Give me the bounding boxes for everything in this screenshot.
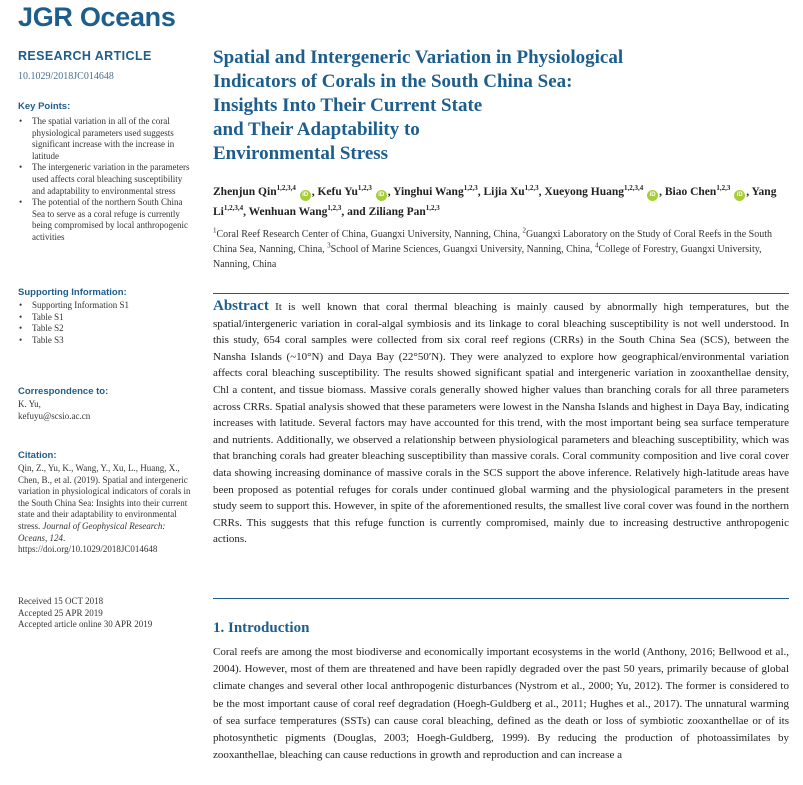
key-points-list <box>18 116 196 244</box>
correspondence-email[interactable]: kefuyu@scsio.ac.cn <box>18 410 91 421</box>
author-separator: , <box>746 186 752 198</box>
article-type: RESEARCH ARTICLE <box>18 49 152 63</box>
orcid-icon[interactable]: iD <box>734 190 745 201</box>
author-name: Lijia Xu <box>483 186 525 198</box>
author-separator: , <box>243 206 249 218</box>
supporting-info-heading: Supporting Information: <box>18 287 127 298</box>
author-affiliation-number: 1,2,3 <box>716 184 731 193</box>
abstract-bottom-rule <box>213 598 789 599</box>
dates <box>18 596 196 631</box>
introduction-text: Coral reefs are among the most biodiverse and economically important ecosystems in the world (Anthony, 2016; Bellwood et al., 2004). However, most of them are threatened and have been rapidly degraded over the past 50 years, primarily because of global climate changes and several other local anthropogenic disturbances (Nystrom et al., 2000; Yu, 2012). The former is considered to be the most important cause of coral reef degradation (Hoegh-Guldberg et al., 2011; Hughes et al., 2017). The unnatural warming of sea surface temperatures (SSTs) can cause coral bleaching, defined as the death or loss of symbiotic zooxanthellae or of its photosynthetic pigments (Douglas, 2003; Hoegh-Guldberg, 1999). By reducing the production of photoassimilates by zooxanthellae, bleaching can cause reductions in growth and reproduction and can increase a <box>213 646 789 762</box>
author-affiliation-number: 1,2,3 <box>463 184 478 193</box>
affiliation-text: Coral Reef Research Center of China, Guangxi University, Nanning, China, <box>216 229 523 240</box>
author-affiliation-number: 1,2,3 <box>327 204 342 213</box>
supporting-info <box>18 300 196 346</box>
affiliation-number: 2 <box>522 226 526 235</box>
affiliation-text: Guangxi Laboratory on the Study of Coral Reefs in the South China Sea, Nanning, China, <box>213 229 773 255</box>
affiliation-text: College of Forestry, Guangxi University, Nanning, China <box>213 244 762 270</box>
affiliations <box>213 227 789 272</box>
author-affiliation-number: 1,2,3 <box>524 184 539 193</box>
orcid-icon[interactable]: iD <box>647 190 658 201</box>
author-affiliation-number: 1,2,3,4 <box>276 184 296 193</box>
author-name: Kefu Yu <box>317 186 358 198</box>
journal-logo: JGR Oceans <box>18 2 176 32</box>
title-line: Spatial and Intergeneric Variation in Physiological <box>213 47 624 68</box>
title-line: Environmental Stress <box>213 143 389 164</box>
affiliation-number: 4 <box>594 241 599 250</box>
citation <box>18 463 196 556</box>
supporting-info-item[interactable]: • Table S3 <box>18 335 196 347</box>
correspondence-heading: Correspondence to: <box>18 386 109 397</box>
introduction-heading: 1. Introduction <box>213 620 310 636</box>
author-list <box>213 182 789 222</box>
abstract <box>213 298 789 548</box>
key-points-heading: Key Points: <box>18 101 71 112</box>
author-affiliation-number: 1,2,3,4 <box>623 184 644 193</box>
key-point-item: • The intergeneric variation in the parameters used affects coral bleaching susceptibility and adaptability to environmental stress <box>18 162 196 197</box>
affiliation-number: 1 <box>213 226 217 235</box>
author-affiliation-number: 1,2,3 <box>425 204 440 213</box>
author-separator: , <box>477 186 484 198</box>
orcid-icon[interactable]: iD <box>376 190 387 201</box>
author-affiliation-number: 1,2,3 <box>357 184 372 193</box>
author-name: Wenhuan Wang <box>248 206 328 218</box>
abstract-text: It is well known that coral thermal bleaching is mainly caused by abnormally high temperatures, but the spatial/intergeneric variation in coral-algal symbiosis and its linkage to coral bleaching susceptibility is not well understood. In this study, 654 coral samples were collected from six coral reef regions (CRRs) in the South China Sea (SCS), between the Nansha Islands (~10°N) and Daya Bay (22°50′N). They were analyzed to explore how geographical/environmental variation affects coral bleaching susceptibility. The results showed significant spatial and intergeneric variation in zooxanthellae density, Chl a content, and tissue biomass. Massive corals generally showed higher values than branching corals for all three parameters across CRRs. Spatial analysis showed that these parameters were lowest in the Nansha Islands and highest in Daya Bay, indicating increases with latitude. Several factors may have accounted for this trend, with the most important being sea surface temperature and nutrients. Additionally, we observed a relationship between physiological parameters and bleaching susceptibility, which was that branching corals had greater bleaching susceptibility than massive corals. Coral community composition and live coral cover data showing increasing dominance of massive corals in the SCS support the above inference. Relatively high-latitude areas have been proposed as potential refuges for corals under continued global warming and the physiological parameters in the present study seem to support this. However, in spite of the aforementioned results, the smallest live coral cover was found in the northern CRRs. This suggests that this refuge function is currently compromised, mainly due to increasing destructive anthropogenic actions. <box>213 301 790 546</box>
supporting-info-item[interactable]: • Supporting Information S1 <box>18 300 196 312</box>
citation-heading: Citation: <box>18 450 57 461</box>
correspondence-name: K. Yu, <box>18 399 41 409</box>
author-name: Zhenjun Qin <box>213 186 277 198</box>
author-separator: , <box>387 186 394 198</box>
author-name: Xueyong Huang <box>544 186 624 198</box>
author-separator: , <box>311 186 318 198</box>
correspondence <box>18 399 196 422</box>
supporting-info-list <box>18 300 196 346</box>
received-date: Received 15 OCT 2018 <box>18 596 104 606</box>
abstract-top-rule <box>213 293 789 294</box>
author-name: Biao Chen <box>664 186 717 198</box>
author-name: Ziliang Pan <box>368 206 426 218</box>
citation-text: Qin, Z., Yu, K., Wang, Y., Xu, L., Huang, X., Chen, B., et al. (2019). Spatial and intergeneric variation in physiological indicators of corals in the South China Sea: Insights into their current state and their adaptability to environmental stress. <box>18 463 191 531</box>
title-line: Indicators of Corals in the South China Sea: <box>213 71 573 92</box>
orcid-icon[interactable]: iD <box>300 190 311 201</box>
key-point-item: • The potential of the northern South China Sea to serve as a coral refuge is currently being compromised by local anthropogenic activities <box>18 197 196 243</box>
introduction-body <box>213 644 789 764</box>
supporting-info-item[interactable]: • Table S1 <box>18 312 196 324</box>
affiliation-number: 3 <box>327 241 331 250</box>
author-name: Yinghui Wang <box>393 186 464 198</box>
supporting-info-item[interactable]: • Table S2 <box>18 323 196 335</box>
author-separator: , and <box>341 206 369 218</box>
key-point-item: • The spatial variation in all of the coral physiological parameters used suggests significant increase with the increase in latitude <box>18 116 196 162</box>
author-name: Yang Li <box>213 186 777 218</box>
affiliation-text: School of Marine Sciences, Guangxi University, Nanning, China, <box>330 244 595 255</box>
author-separator: , <box>659 186 665 198</box>
abstract-label: Abstract <box>213 298 269 314</box>
accepted-date: Accepted 25 APR 2019 <box>18 607 103 618</box>
key-points <box>18 116 196 244</box>
doi[interactable]: 10.1029/2018JC014648 <box>18 71 114 82</box>
author-affiliation-number: 1,2,3,4 <box>223 204 244 213</box>
author-separator: , <box>538 186 545 198</box>
title-line: and Their Adaptability to <box>213 119 420 140</box>
online-date: Accepted article online 30 APR 2019 <box>18 619 153 630</box>
citation-url[interactable]: . https://doi.org/10.1029/2018JC014648 <box>18 532 158 555</box>
title-line: Insights Into Their Current State <box>213 95 483 116</box>
citation-journal: Journal of Geophysical Research: Oceans, 124 <box>18 520 166 543</box>
article-title <box>213 46 753 166</box>
